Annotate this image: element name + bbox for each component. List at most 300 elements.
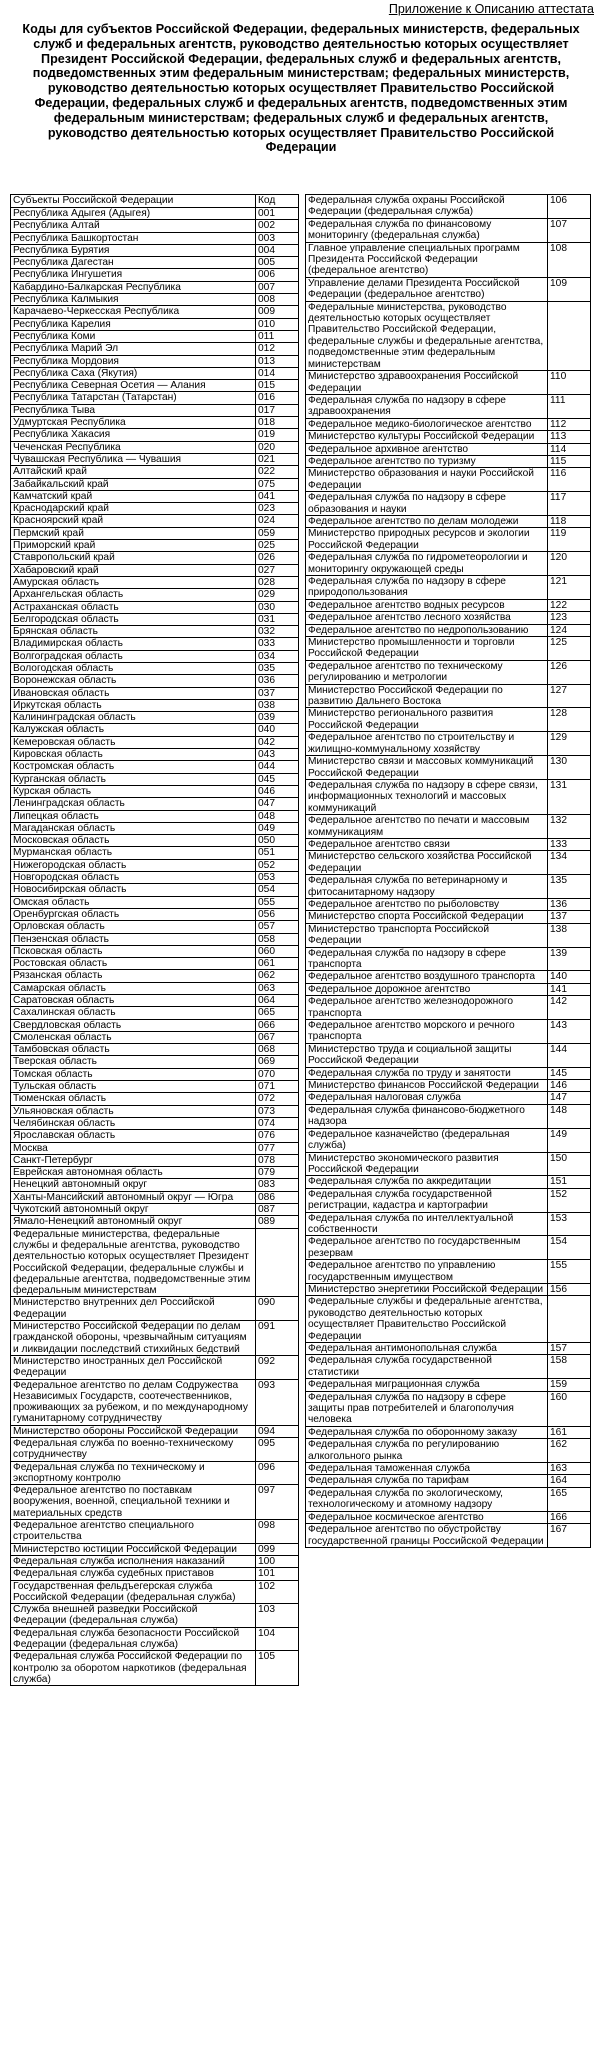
entity-code: 015 (256, 380, 299, 392)
table-row (11, 1520, 299, 1544)
entity-code: 075 (256, 478, 299, 490)
entity-name: Ростовская область (11, 958, 256, 970)
entity-code: 118 (548, 515, 591, 527)
entity-code: 153 (548, 1212, 591, 1236)
table-row (11, 1321, 299, 1356)
table-row (11, 675, 299, 687)
entity-code: 068 (256, 1044, 299, 1056)
entity-name: Республика Бурятия (11, 244, 256, 256)
entity-code: 045 (256, 773, 299, 785)
table-row (11, 1580, 299, 1604)
entity-name: Федеральное агентство морского и речного транспорта (306, 1020, 548, 1044)
entity-name: Смоленская область (11, 1031, 256, 1043)
entity-name: Министерство сельского хозяйства Российской Федерации (306, 851, 548, 875)
table-row (306, 371, 591, 395)
entity-code: 003 (256, 232, 299, 244)
table-row (11, 281, 299, 293)
table-row (306, 1236, 591, 1260)
table-row (11, 798, 299, 810)
table-row (11, 1179, 299, 1191)
entity-code: 108 (548, 242, 591, 277)
table-row (306, 431, 591, 443)
entity-code: 065 (256, 1007, 299, 1019)
entity-code: 032 (256, 626, 299, 638)
entity-code: 046 (256, 785, 299, 797)
table-row (11, 958, 299, 970)
table-row (306, 851, 591, 875)
table-row (11, 822, 299, 834)
table-row (11, 761, 299, 773)
entity-name: Федеральная служба по финансовому мониторингу (федеральная служба) (306, 218, 548, 242)
entity-name: Тверская область (11, 1056, 256, 1068)
entity-name: Федеральное агентство по поставкам вооружения, военной, специальной техники и материальных средств (11, 1485, 256, 1520)
table-row (306, 732, 591, 756)
table-row (306, 599, 591, 611)
entity-name: Федеральное архивное агентство (306, 443, 548, 455)
entity-code: 120 (548, 552, 591, 576)
entity-code: 079 (256, 1167, 299, 1179)
entity-name: Министерство здравоохранения Российской Федерации (306, 371, 548, 395)
entity-name: Федеральная служба по интеллектуальной собственности (306, 1212, 548, 1236)
table-row (11, 835, 299, 847)
document-heading: Коды для субъектов Российской Федерации, федеральных министерств, федеральных служб и федеральных агентств, руководство деятельностью которых осуществляет Президент Российской Федерации, федеральных служб и федеральных агентств, подведомственных этим федеральным министерствам; федеральных министерств, руководство деятельностью которых осуществляет Правительство Российской Федерации, федеральных служб и федеральных агентств, подведомственных этим федеральным министерствам; федеральных служб и федеральных агентств, руководство деятельностью которых осуществляет Правительство Российской Федерации (22, 22, 580, 155)
entity-code: 073 (256, 1105, 299, 1117)
entity-code: 064 (256, 995, 299, 1007)
entity-name: Приморский край (11, 540, 256, 552)
entity-name: Чукотский автономный округ (11, 1204, 256, 1216)
entity-name: Министерство регионального развития Российской Федерации (306, 708, 548, 732)
entity-code: 114 (548, 443, 591, 455)
table-row (11, 626, 299, 638)
entity-name: Курганская область (11, 773, 256, 785)
table-row (306, 1020, 591, 1044)
table-row (306, 1524, 591, 1548)
table-row (11, 343, 299, 355)
table-row (11, 847, 299, 859)
entity-name: Федеральные министерства, руководство деятельностью которых осуществляет Правительство Российской Федерации, федеральные службы и федеральные агентства, подведомственные этим федеральным министерствам (306, 301, 548, 370)
entity-code: 089 (256, 1216, 299, 1228)
table-row (11, 589, 299, 601)
entity-code: 030 (256, 601, 299, 613)
table-row (306, 492, 591, 516)
entity-name: Карачаево-Черкесская Республика (11, 306, 256, 318)
table-row (306, 898, 591, 910)
entity-code: 144 (548, 1043, 591, 1067)
entity-code: 098 (256, 1520, 299, 1544)
table-row (11, 810, 299, 822)
entity-name: Республика Калмыкия (11, 294, 256, 306)
entity-code: 056 (256, 908, 299, 920)
table-row (11, 540, 299, 552)
entity-name: Оренбургская область (11, 908, 256, 920)
table-row (11, 1056, 299, 1068)
entity-name: Министерство иностранных дел Российской Федерации (11, 1355, 256, 1379)
entity-code: 096 (256, 1461, 299, 1485)
table-row (11, 453, 299, 465)
table-row (11, 1117, 299, 1129)
entity-name: Республика Адыгея (Адыгея) (11, 208, 256, 220)
table-row (306, 301, 591, 370)
entity-name: Министерство природных ресурсов и экологии Российской Федерации (306, 528, 548, 552)
entity-code: 113 (548, 431, 591, 443)
entity-name: Федеральное агентство по рыболовству (306, 898, 548, 910)
table-row (306, 1080, 591, 1092)
entity-code: 041 (256, 490, 299, 502)
entity-code: 034 (256, 650, 299, 662)
entity-code: 155 (548, 1260, 591, 1284)
entity-code: 130 (548, 756, 591, 780)
entity-name: Федеральная служба по надзору в сфере природопользования (306, 576, 548, 600)
entity-code: 070 (256, 1068, 299, 1080)
entity-code: 048 (256, 810, 299, 822)
entity-name: Республика Карелия (11, 318, 256, 330)
entity-code: 006 (256, 269, 299, 281)
entity-code: 103 (256, 1604, 299, 1628)
table-row (11, 330, 299, 342)
table-row (11, 1167, 299, 1179)
table-row (306, 1128, 591, 1152)
entity-code: 131 (548, 779, 591, 814)
entity-name: Федеральное агентство по управлению государственным имуществом (306, 1260, 548, 1284)
table-row (306, 996, 591, 1020)
entity-code: 137 (548, 911, 591, 923)
entity-name: Ставропольский край (11, 552, 256, 564)
table-row (11, 490, 299, 502)
entity-name: Федеральные службы и федеральные агентства, руководство деятельностью которых осуществляет Правительство Российской Федерации (306, 1296, 548, 1343)
table-row (11, 355, 299, 367)
entity-code: 159 (548, 1379, 591, 1391)
entity-code: 018 (256, 417, 299, 429)
entity-name: Федеральная служба по надзору в сфере защиты прав потребителей и благополучия человека (306, 1391, 548, 1426)
table-row (11, 1355, 299, 1379)
table-row (306, 552, 591, 576)
entity-name: Федеральное медико-биологическое агентство (306, 418, 548, 430)
table-row (11, 1130, 299, 1142)
entity-code: 016 (256, 392, 299, 404)
entity-code: 164 (548, 1475, 591, 1487)
entity-name: Федеральная служба по аккредитации (306, 1176, 548, 1188)
table-row (11, 1461, 299, 1485)
entity-name: Чувашская Республика — Чувашия (11, 453, 256, 465)
table-row (11, 294, 299, 306)
entity-code: 150 (548, 1152, 591, 1176)
table-row (306, 1260, 591, 1284)
entity-name: Рязанская область (11, 970, 256, 982)
table-row (306, 1283, 591, 1295)
table-row (11, 1437, 299, 1461)
entity-code: 050 (256, 835, 299, 847)
entity-name: Федеральная служба исполнения наказаний (11, 1555, 256, 1567)
table-row (306, 923, 591, 947)
table-row (11, 638, 299, 650)
entity-code: 163 (548, 1463, 591, 1475)
table-row (11, 1425, 299, 1437)
entity-code: 139 (548, 947, 591, 971)
table-row (306, 838, 591, 850)
entity-code: 149 (548, 1128, 591, 1152)
entity-name: Федеральная служба по надзору в сфере образования и науки (306, 492, 548, 516)
table-row (11, 1105, 299, 1117)
table-row (306, 1379, 591, 1391)
table-row (11, 859, 299, 871)
entity-name: Федеральное агентство лесного хозяйства (306, 612, 548, 624)
entity-name: Магаданская область (11, 822, 256, 834)
entity-name: Федеральное агентство по техническому регулированию и метрологии (306, 660, 548, 684)
entity-name: Федеральная налоговая служба (306, 1092, 548, 1104)
entity-name: Федеральное агентство специального строительства (11, 1520, 256, 1544)
entity-name: Министерство культуры Российской Федерации (306, 431, 548, 443)
entity-name: Министерство энергетики Российской Федерации (306, 1283, 548, 1295)
entity-code: 112 (548, 418, 591, 430)
entity-name: Министерство образования и науки Российской Федерации (306, 468, 548, 492)
entity-code: 022 (256, 466, 299, 478)
table-row (11, 1044, 299, 1056)
table-row (11, 1555, 299, 1567)
table-row (306, 1343, 591, 1355)
table-row (306, 394, 591, 418)
entity-code: 156 (548, 1283, 591, 1295)
table-row (11, 576, 299, 588)
table-row (11, 1627, 299, 1651)
entity-name: Вологодская область (11, 662, 256, 674)
entity-code: 002 (256, 220, 299, 232)
entity-code: 106 (548, 195, 591, 219)
entity-name: Федеральная служба по труду и занятости (306, 1067, 548, 1079)
table-row (11, 244, 299, 256)
entity-name: Министерство Российской Федерации по развитию Дальнего Востока (306, 684, 548, 708)
entity-code: 009 (256, 306, 299, 318)
entity-name: Челябинская область (11, 1117, 256, 1129)
entity-name: Федеральное дорожное агентство (306, 983, 548, 995)
entity-name: Брянская область (11, 626, 256, 638)
entity-name: Омская область (11, 896, 256, 908)
entity-name: Федеральная служба по экологическому, технологическому и атомному надзору (306, 1487, 548, 1511)
entity-code: 054 (256, 884, 299, 896)
table-row (306, 1487, 591, 1511)
table-row (306, 684, 591, 708)
entity-code: 160 (548, 1391, 591, 1426)
entity-name: Министерство обороны Российской Федерации (11, 1425, 256, 1437)
entity-name: Нижегородская область (11, 859, 256, 871)
entity-code: 099 (256, 1543, 299, 1555)
entity-code: 071 (256, 1081, 299, 1093)
entity-name: Министерство экономического развития Российской Федерации (306, 1152, 548, 1176)
entity-name: Мурманская область (11, 847, 256, 859)
table-row (11, 872, 299, 884)
entity-name: Федеральная служба по гидрометеорологии и мониторингу окружающей среды (306, 552, 548, 576)
table-row (306, 875, 591, 899)
appendix-label: Приложение к Описанию аттестата (388, 2, 594, 16)
entity-code: 145 (548, 1067, 591, 1079)
entity-name: Тюменская область (11, 1093, 256, 1105)
table-row (11, 1543, 299, 1555)
table-row (306, 1152, 591, 1176)
entity-name: Хабаровский край (11, 564, 256, 576)
entity-code: 059 (256, 527, 299, 539)
entity-name: Алтайский край (11, 466, 256, 478)
entity-name: Владимирская область (11, 638, 256, 650)
entity-name: Федеральная служба по военно-техническому сотрудничеству (11, 1437, 256, 1461)
entity-name: Санкт-Петербург (11, 1154, 256, 1166)
table-row (11, 306, 299, 318)
entity-code: 078 (256, 1154, 299, 1166)
table-row (306, 1043, 591, 1067)
table-row (306, 1355, 591, 1379)
entity-name: Иркутская область (11, 699, 256, 711)
entity-name: Федеральные министерства, федеральные службы и федеральные агентства, руководство деятельностью которых осуществляет Президент Российской Федерации, федеральные службы и федеральные агентства, подведомственные этим федеральным министерствам (11, 1228, 256, 1297)
entity-code: 111 (548, 394, 591, 418)
table-row (11, 404, 299, 416)
entity-name: Республика Алтай (11, 220, 256, 232)
entity-name: Федеральная служба по ветеринарному и фитосанитарному надзору (306, 875, 548, 899)
table-row (306, 983, 591, 995)
entity-name: Калининградская область (11, 712, 256, 724)
entity-code: 142 (548, 996, 591, 1020)
entity-name: Федеральная служба по тарифам (306, 1475, 548, 1487)
entity-name: Министерство транспорта Российской Федерации (306, 923, 548, 947)
entity-code: 157 (548, 1343, 591, 1355)
table-row (11, 1379, 299, 1425)
table-row (306, 277, 591, 301)
table-row (306, 515, 591, 527)
entity-name: Псковская область (11, 945, 256, 957)
entity-name: Федеральная служба безопасности Российской Федерации (федеральная служба) (11, 1627, 256, 1651)
entity-name: Саратовская область (11, 995, 256, 1007)
entity-code: 092 (256, 1355, 299, 1379)
entity-code: 021 (256, 453, 299, 465)
entity-code: 161 (548, 1426, 591, 1438)
entity-name: Федеральная служба финансово-бюджетного надзора (306, 1104, 548, 1128)
table-row (11, 699, 299, 711)
entity-name: Федеральное агентство по строительству и жилищно-коммунальному хозяйству (306, 732, 548, 756)
table-row (11, 1228, 299, 1297)
entity-name: Федеральное казначейство (федеральная служба) (306, 1128, 548, 1152)
entity-name: Федеральная служба государственной регистрации, кадастра и картографии (306, 1188, 548, 1212)
entity-code: 024 (256, 515, 299, 527)
table-row (306, 242, 591, 277)
entity-code: 074 (256, 1117, 299, 1129)
entity-code: 039 (256, 712, 299, 724)
table-row (11, 257, 299, 269)
entity-code: 117 (548, 492, 591, 516)
entity-name: Министерство Российской Федерации по делам гражданской обороны, чрезвычайным ситуациям и ликвидации последствий стихийных бедствий (11, 1321, 256, 1356)
entity-code: 146 (548, 1080, 591, 1092)
entity-code: 026 (256, 552, 299, 564)
entity-name: Федеральное агентство по печати и массовым коммуникациям (306, 815, 548, 839)
entity-code: 005 (256, 257, 299, 269)
entity-code: 166 (548, 1511, 591, 1523)
table-row (11, 1031, 299, 1043)
entity-code: 042 (256, 736, 299, 748)
table-row (11, 773, 299, 785)
table-row (11, 1142, 299, 1154)
table-row (306, 1426, 591, 1438)
entity-name: Федеральная служба охраны Российской Федерации (федеральная служба) (306, 195, 548, 219)
entity-code: 023 (256, 503, 299, 515)
entity-name: Управление делами Президента Российской Федерации (федеральное агентство) (306, 277, 548, 301)
entity-code: 052 (256, 859, 299, 871)
entity-name: Федеральная антимонопольная служба (306, 1343, 548, 1355)
entity-code: 162 (548, 1439, 591, 1463)
entity-name: Министерство финансов Российской Федерации (306, 1080, 548, 1092)
table-row (11, 515, 299, 527)
entity-code: 138 (548, 923, 591, 947)
entity-name: Курская область (11, 785, 256, 797)
entity-code: 094 (256, 1425, 299, 1437)
table-row (306, 1511, 591, 1523)
table-row (11, 478, 299, 490)
entity-name: Федеральная служба по надзору в сфере транспорта (306, 947, 548, 971)
table-row (11, 417, 299, 429)
table-row (11, 601, 299, 613)
table-row (11, 220, 299, 232)
entity-name: Ненецкий автономный округ (11, 1179, 256, 1191)
entity-name: Республика Марий Эл (11, 343, 256, 355)
table-row (11, 1093, 299, 1105)
entity-code: 019 (256, 429, 299, 441)
entity-code: 049 (256, 822, 299, 834)
table-row (11, 564, 299, 576)
table-row (11, 1019, 299, 1031)
entity-code: 055 (256, 896, 299, 908)
table-row (306, 779, 591, 814)
table-row (11, 945, 299, 957)
table-row (11, 429, 299, 441)
entity-code: 093 (256, 1379, 299, 1425)
entity-name: Калужская область (11, 724, 256, 736)
entity-code: 129 (548, 732, 591, 756)
table-row (11, 724, 299, 736)
entity-code: 060 (256, 945, 299, 957)
entity-code: 107 (548, 218, 591, 242)
table-row (11, 712, 299, 724)
entity-code: 152 (548, 1188, 591, 1212)
entity-name: Республика Северная Осетия — Алания (11, 380, 256, 392)
entity-code: 147 (548, 1092, 591, 1104)
entity-name: Министерство промышленности и торговли Российской Федерации (306, 637, 548, 661)
entity-code: 066 (256, 1019, 299, 1031)
table-row (11, 1485, 299, 1520)
entity-code: 037 (256, 687, 299, 699)
table-row (11, 650, 299, 662)
entity-code: 029 (256, 589, 299, 601)
entity-code: 010 (256, 318, 299, 330)
entity-code: 115 (548, 455, 591, 467)
table-row (11, 269, 299, 281)
entity-code: 104 (256, 1627, 299, 1651)
entity-code: 069 (256, 1056, 299, 1068)
entity-name: Ульяновская область (11, 1105, 256, 1117)
table-row (306, 971, 591, 983)
table-row (306, 576, 591, 600)
entity-name: Федеральная таможенная служба (306, 1463, 548, 1475)
entity-code: 063 (256, 982, 299, 994)
entity-code: 121 (548, 576, 591, 600)
entity-name: Федеральная служба Российской Федерации по контролю за оборотом наркотиков (федеральная служба) (11, 1651, 256, 1686)
entity-code: 090 (256, 1297, 299, 1321)
table-row (306, 1439, 591, 1463)
entity-name: Государственная фельдъегерская служба Российской Федерации (федеральная служба) (11, 1580, 256, 1604)
entity-name: Пензенская область (11, 933, 256, 945)
header-code: Код (256, 195, 299, 208)
header-name: Субъекты Российской Федерации (11, 195, 256, 208)
entity-name: Новосибирская область (11, 884, 256, 896)
table-row (306, 1176, 591, 1188)
entity-name: Служба внешней разведки Российской Федерации (федеральная служба) (11, 1604, 256, 1628)
entity-code: 143 (548, 1020, 591, 1044)
entity-name: Федеральное космическое агентство (306, 1511, 548, 1523)
entity-name: Москва (11, 1142, 256, 1154)
